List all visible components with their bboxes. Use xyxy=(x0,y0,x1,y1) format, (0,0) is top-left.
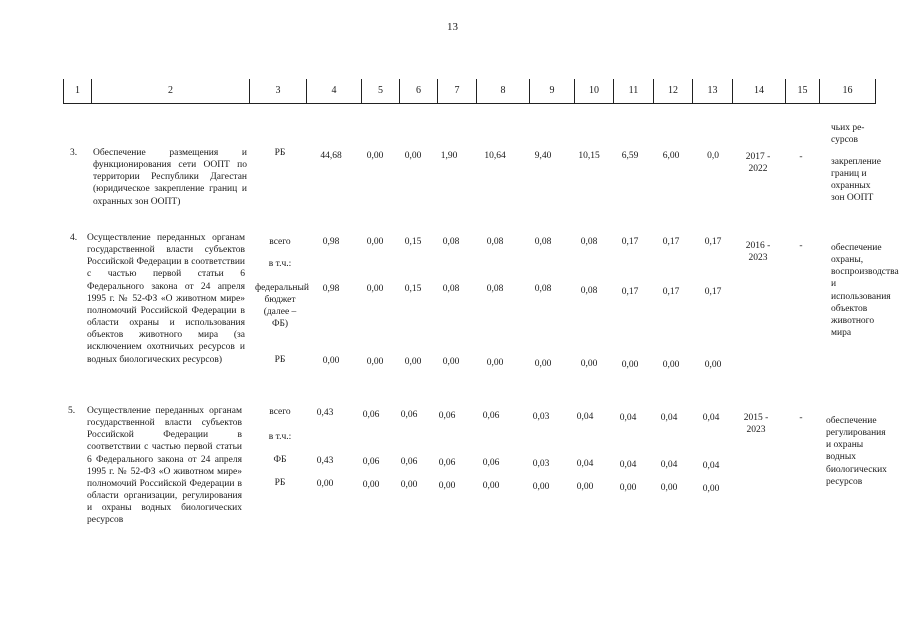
col15-value: - xyxy=(799,152,803,162)
value-cell: 0,06 xyxy=(400,410,418,420)
header-col-10: 10 xyxy=(575,79,614,104)
carry-over-result: чьих ре-сурсов xyxy=(831,123,865,146)
value-cell: 0,00 xyxy=(534,359,552,369)
value-cell: 0,08 xyxy=(534,237,552,247)
header-col-11: 11 xyxy=(614,79,654,104)
result-text: закрепление границ и охранных зон ООПТ xyxy=(831,157,881,204)
value-cell: 0,00 xyxy=(576,482,594,492)
value-cell: 0,00 xyxy=(662,360,680,370)
value-cell: 0,17 xyxy=(621,237,639,247)
source-label: всего xyxy=(269,407,291,417)
value-cell: 0,15 xyxy=(404,237,422,247)
col15-value: - xyxy=(799,413,803,423)
header-col-13: 13 xyxy=(693,79,733,104)
header-row xyxy=(64,79,876,104)
value-cell: 10,15 xyxy=(578,151,600,161)
row-name: Обеспечение размещения и функционирования сети ООПТ по территории Республики Дагестан (юридическое закрепление границ и охранных зон ООПТ) xyxy=(93,148,247,207)
value-cell: 9,40 xyxy=(534,151,552,161)
value-cell: 0,06 xyxy=(482,458,500,468)
value-cell: 0,00 xyxy=(621,360,639,370)
result-text: обеспечение регулирования и охраны водных биологических ресурсов xyxy=(826,416,887,487)
header-col-2: 2 xyxy=(92,79,250,104)
value-cell: 0,04 xyxy=(619,413,637,423)
col15-value: - xyxy=(799,241,803,251)
value-cell: 0,04 xyxy=(576,459,594,469)
result-text: обеспечение охраны, воспроизводства и использования объектов животного мира xyxy=(831,243,899,339)
value-cell: 0,00 xyxy=(619,483,637,493)
value-cell: 0,08 xyxy=(442,284,460,294)
value-cell: 0,00 xyxy=(486,358,504,368)
value-cell: 0,17 xyxy=(662,287,680,297)
value-cell: 0,00 xyxy=(316,479,334,489)
value-cell: 0,08 xyxy=(442,237,460,247)
value-cell: 0,00 xyxy=(366,357,384,367)
value-cell: 0,17 xyxy=(662,237,680,247)
source-label: РБ xyxy=(274,355,286,365)
value-cell: 0,00 xyxy=(366,237,384,247)
value-cell: 0,08 xyxy=(486,237,504,247)
value-cell: 0,06 xyxy=(482,411,500,421)
period: 2016 - 2023 xyxy=(745,241,771,264)
header-col-16: 16 xyxy=(820,79,876,104)
source-label: федеральный бюджет (далее – ФБ) xyxy=(255,283,309,330)
value-cell: 0,06 xyxy=(362,410,380,420)
value-cell: 0,06 xyxy=(400,457,418,467)
value-cell: 0,15 xyxy=(404,284,422,294)
value-cell: 0,06 xyxy=(438,458,456,468)
value-cell: 6,00 xyxy=(662,151,680,161)
header-col-8: 8 xyxy=(477,79,530,104)
source-label: всего xyxy=(269,237,291,247)
value-cell: 0,08 xyxy=(580,286,598,296)
value-cell: 0,98 xyxy=(322,237,340,247)
row-name: Осуществление переданных органам государственной власти субъектов Российской Федерации в соответствии с частью первой статьи 6 Федерального закона от 24 апреля 1995 г. № 52-ФЗ «О животном мире» полномочий Российской Федерации в области организации, регулирования и охраны водных биологических ресурсов xyxy=(87,406,242,526)
value-cell: 0,17 xyxy=(704,287,722,297)
period: 2015 - 2023 xyxy=(743,413,769,436)
value-cell: 0,00 xyxy=(322,356,340,366)
header-col-1: 1 xyxy=(64,79,92,104)
value-cell: 0,98 xyxy=(322,284,340,294)
value-cell: 10,64 xyxy=(484,151,506,161)
source-label: в т.ч.: xyxy=(268,259,292,269)
row-index: 4. xyxy=(70,233,78,243)
value-cell: 0,04 xyxy=(702,461,720,471)
header-col-12: 12 xyxy=(654,79,693,104)
value-cell: 0,06 xyxy=(362,457,380,467)
value-cell: 0,00 xyxy=(400,480,418,490)
value-cell: 0,04 xyxy=(576,412,594,422)
value-cell: 0,00 xyxy=(366,284,384,294)
value-cell: 0,17 xyxy=(621,287,639,297)
header-col-3: 3 xyxy=(250,79,307,104)
value-cell: 0,04 xyxy=(619,460,637,470)
row-index: 5. xyxy=(68,406,76,416)
source-label: в т.ч.: xyxy=(268,432,292,442)
table-header xyxy=(63,79,876,104)
value-cell: 0,03 xyxy=(532,412,550,422)
value-cell: 0,43 xyxy=(316,456,334,466)
value-cell: 0,08 xyxy=(580,237,598,247)
header-col-9: 9 xyxy=(530,79,575,104)
value-cell: 0,04 xyxy=(660,460,678,470)
value-cell: 0,00 xyxy=(702,484,720,494)
value-cell: 0,00 xyxy=(438,481,456,491)
header-col-7: 7 xyxy=(438,79,477,104)
value-cell: 0,04 xyxy=(660,413,678,423)
source-label: ФБ xyxy=(273,455,287,465)
value-cell: 6,59 xyxy=(621,151,639,161)
value-cell: 0,00 xyxy=(580,359,598,369)
value-cell: 0,17 xyxy=(704,237,722,247)
value-cell: 0,03 xyxy=(532,459,550,469)
value-cell: 0,04 xyxy=(702,413,720,423)
header-col-5: 5 xyxy=(362,79,400,104)
value-cell: 0,08 xyxy=(534,284,552,294)
value-cell: 1,90 xyxy=(440,151,458,161)
value-cell: 0,08 xyxy=(486,284,504,294)
value-cell: 0,00 xyxy=(442,357,460,367)
value-cell: 0,00 xyxy=(532,482,550,492)
header-col-15: 15 xyxy=(786,79,820,104)
row-name: Осуществление переданных органам государственной власти субъектов Российской Федерации в соответствии с частью первой статьи 6 Федерального закона от 24 апреля 1995 г. № 52-ФЗ «О животном мире» полномочий Российской Федерации в области охраны и использования объектов животного мира (за исключением охотничьих ресурсов и водных биологических ресурсов) xyxy=(87,233,245,365)
value-cell: 0,00 xyxy=(404,151,422,161)
value-cell: 0,00 xyxy=(404,357,422,367)
value-cell: 0,00 xyxy=(660,483,678,493)
header-col-6: 6 xyxy=(400,79,438,104)
value-cell: 0,00 xyxy=(362,480,380,490)
value-cell: 0,00 xyxy=(482,481,500,491)
value-cell: 0,00 xyxy=(366,151,384,161)
page-number: 13 xyxy=(447,21,458,33)
row-index: 3. xyxy=(70,148,78,158)
value-cell: 44,68 xyxy=(320,151,342,161)
value-cell: 0,00 xyxy=(704,360,722,370)
header-col-14: 14 xyxy=(733,79,786,104)
source-label: РБ xyxy=(274,478,286,488)
period: 2017 - 2022 xyxy=(745,152,771,175)
value-cell: 0,43 xyxy=(316,408,334,418)
value-cell: 0,0 xyxy=(707,151,719,161)
header-col-4: 4 xyxy=(307,79,362,104)
value-cell: 0,06 xyxy=(438,411,456,421)
source-label: РБ xyxy=(274,148,286,158)
